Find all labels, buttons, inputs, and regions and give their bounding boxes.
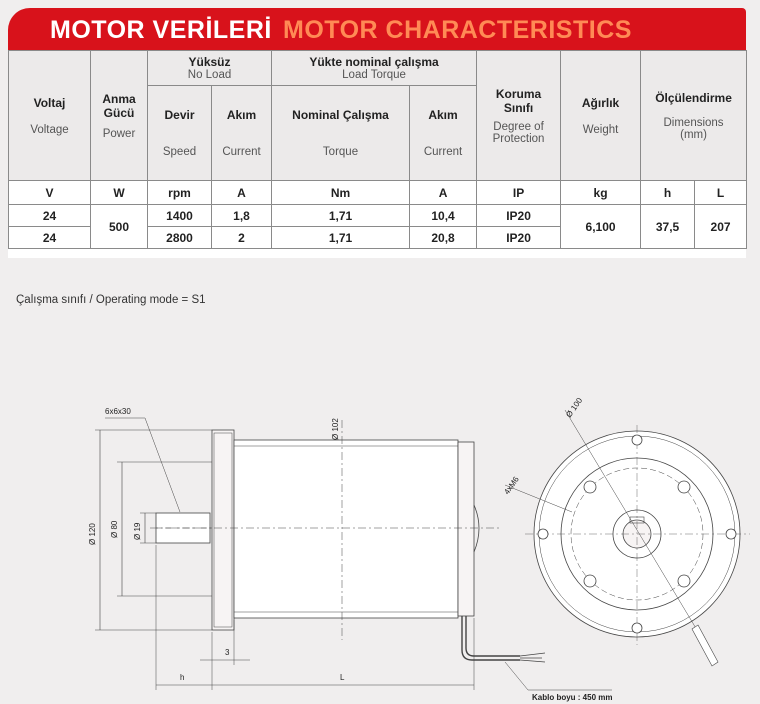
protection-cell: IP20 [477, 227, 561, 249]
unit-cell: Nm [272, 181, 410, 205]
key-leader [145, 418, 180, 512]
weight-cell: 6,100 [561, 205, 641, 249]
dimension-h-label: h [180, 673, 185, 682]
protection-header-tr2: Sınıfı [503, 100, 534, 115]
weight-header-tr: Ağırlık [581, 95, 620, 110]
protection-header-en2: Protection [492, 132, 545, 145]
speed-cell: 2800 [148, 227, 212, 249]
unit-cell: A [212, 181, 272, 205]
current-load-header-en: Current [423, 146, 463, 158]
cable-leader [505, 662, 528, 690]
weight-header-en: Weight [582, 123, 619, 136]
dimensions-header-tr: Ölçülendirme [655, 90, 732, 105]
current-noload-cell: 2 [212, 227, 272, 249]
torque-header-tr: Nominal Çalışma [292, 108, 389, 122]
unit-cell: V [9, 181, 91, 205]
no-load-en: No Load [187, 69, 232, 81]
diameter-120-label: Ø 120 [88, 523, 97, 545]
diameter-102-label: Ø 102 [331, 418, 340, 440]
title-english: MOTOR CHARACTERISTICS [283, 16, 632, 44]
power-header-tr1: Anma [102, 91, 136, 106]
no-load-tr: Yüksüz [188, 55, 231, 69]
current-noload-header-tr: Akım [226, 108, 257, 122]
speed-header-en: Speed [162, 146, 197, 158]
mounting-hole [678, 575, 690, 587]
protection-cell: IP20 [477, 205, 561, 227]
protection-header-tr1: Koruma [495, 86, 542, 101]
diameter-80-label: Ø 80 [110, 520, 119, 538]
mounting-hole [678, 481, 690, 493]
mounting-hole [538, 529, 548, 539]
mounting-hole [584, 481, 596, 493]
dimension-3-label: 3 [225, 648, 230, 657]
motor-body [234, 440, 458, 618]
motor-flange [212, 430, 234, 630]
speed-header-tr: Devir [164, 108, 195, 122]
torque-header-en: Torque [322, 146, 359, 158]
speed-cell: 1400 [148, 205, 212, 227]
unit-cell: W [91, 181, 148, 205]
dimension-h-cell: 37,5 [641, 205, 695, 249]
cable-wires [520, 653, 545, 662]
diameter-19-label: Ø 19 [133, 522, 142, 540]
current-load-header-tr: Akım [428, 108, 458, 122]
dimension-l-label: L [340, 673, 345, 682]
unit-cell: IP [477, 181, 561, 205]
unit-cell: A [410, 181, 477, 205]
current-noload-cell: 1,8 [212, 205, 272, 227]
unit-cell: kg [561, 181, 641, 205]
rear-cap-bulge [474, 505, 479, 552]
mounting-hole [632, 623, 642, 633]
voltage-header-tr: Voltaj [33, 95, 66, 110]
motor-cable [462, 616, 520, 660]
cable-length-label: Kablo boyu : 450 mm [532, 693, 613, 702]
torque-cell: 1,71 [272, 205, 410, 227]
current-noload-header-en: Current [222, 146, 261, 158]
operating-mode-note: Çalışma sınıfı / Operating mode = S1 [16, 294, 206, 306]
dimensions-header-en1: Dimensions [663, 116, 724, 129]
dimension-l-cell: 207 [695, 205, 747, 249]
power-header-tr2: Gücü [103, 105, 135, 120]
load-tr: Yükte nominal çalışma [309, 55, 439, 69]
current-load-cell: 20,8 [410, 227, 477, 249]
voltage-header-en: Voltage [30, 123, 69, 136]
mounting-hole [726, 529, 736, 539]
unit-cell: h [641, 181, 695, 205]
diameter-100-label: Ø 100 [564, 396, 585, 420]
key-label: 6x6x30 [105, 407, 131, 416]
mounting-hole [632, 435, 642, 445]
title-turkish: MOTOR VERİLERİ [50, 16, 272, 44]
rear-end-cap [458, 442, 474, 616]
dimensions-header-en2: (mm) [680, 128, 707, 141]
power-cell: 500 [91, 205, 148, 249]
protection-header-en1: Degree of [493, 120, 544, 133]
power-header-en: Power [102, 127, 136, 140]
unit-cell: rpm [148, 181, 212, 205]
current-load-cell: 10,4 [410, 205, 477, 227]
unit-cell: L [695, 181, 747, 205]
torque-cell: 1,71 [272, 227, 410, 249]
mounting-hole [584, 575, 596, 587]
front-cable [692, 625, 718, 666]
holes-label: 4xM6 [502, 474, 521, 497]
voltage-cell: 24 [9, 227, 91, 249]
voltage-cell: 24 [9, 205, 91, 227]
load-en: Load Torque [342, 69, 406, 81]
